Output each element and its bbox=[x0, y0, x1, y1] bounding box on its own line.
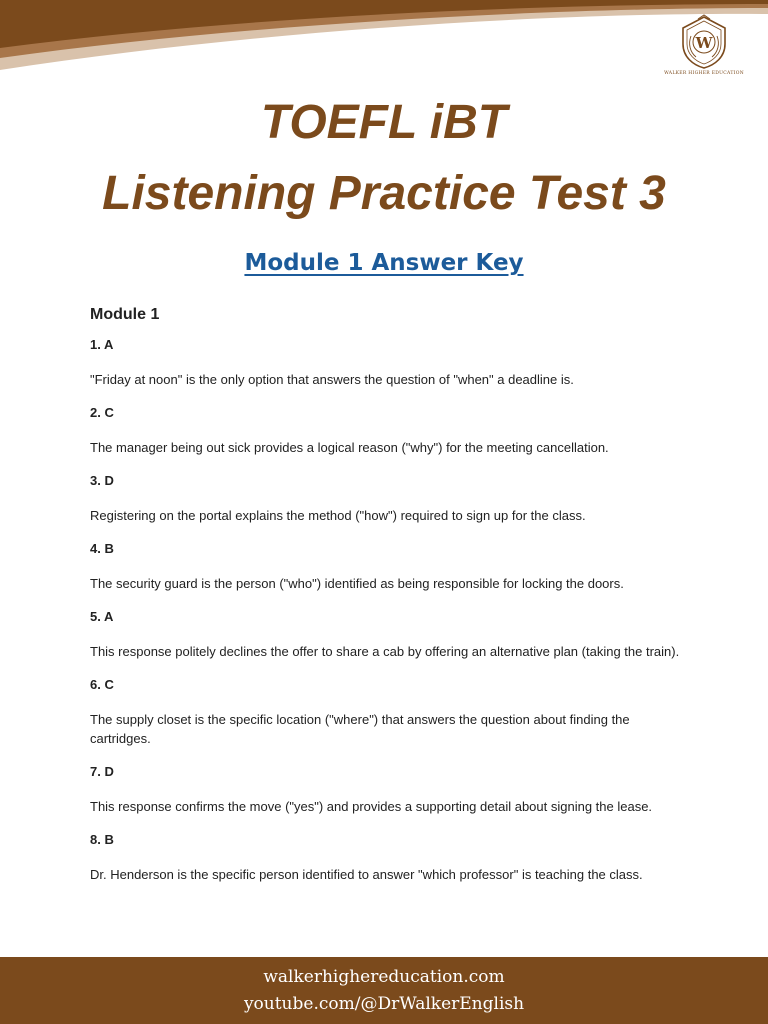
question-item bbox=[90, 610, 690, 661]
question-number: 6. C bbox=[90, 676, 114, 692]
question-item bbox=[90, 406, 690, 457]
question-item bbox=[90, 474, 690, 525]
question-item bbox=[90, 678, 690, 748]
youtube-link[interactable]: youtube.com/@DrWalkerEnglish bbox=[243, 994, 525, 1014]
question-explanation: This response politely declines the offer to share a cab by offering an alternative plan (taking the train). bbox=[90, 643, 680, 659]
answer-list bbox=[90, 306, 690, 901]
question-explanation: Registering on the portal explains the method ("how") required to sign up for the class. bbox=[90, 507, 586, 523]
logo-caption: WALKER HIGHER EDUCATION bbox=[664, 71, 744, 76]
question-explanation: The manager being out sick provides a logical reason ("why") for the meeting cancellation. bbox=[90, 439, 609, 455]
brand-logo bbox=[662, 14, 746, 84]
question-number: 3. D bbox=[90, 472, 114, 488]
question-number: 8. B bbox=[90, 831, 114, 847]
question-explanation: The supply closet is the specific location ("where") that answers the question about finding the cartridges. bbox=[90, 711, 630, 746]
section-heading: Module 1 bbox=[90, 306, 160, 323]
page-footer bbox=[0, 957, 768, 1024]
question-number: 5. A bbox=[90, 608, 114, 624]
question-number: 2. C bbox=[90, 404, 114, 420]
page-title-line2: Listening Practice Test 3 bbox=[102, 167, 666, 220]
website-link[interactable]: walkerhighereducation.com bbox=[263, 967, 505, 987]
question-item bbox=[90, 338, 690, 389]
question-explanation: This response confirms the move ("yes") and provides a supporting detail about signing the lease. bbox=[90, 798, 653, 814]
svg-text:W: W bbox=[695, 34, 713, 52]
question-number: 7. D bbox=[90, 763, 114, 779]
question-item bbox=[90, 833, 690, 884]
question-number: 4. B bbox=[90, 540, 114, 556]
page-title-line1: TOEFL iBT bbox=[260, 96, 508, 149]
header-band bbox=[0, 0, 768, 90]
crest-icon bbox=[678, 14, 730, 70]
question-item bbox=[90, 765, 690, 816]
answer-key-subtitle: Module 1 Answer Key bbox=[244, 250, 524, 276]
question-explanation: The security guard is the person ("who") identified as being responsible for locking the doors. bbox=[90, 575, 624, 591]
question-item bbox=[90, 542, 690, 593]
question-number: 1. A bbox=[90, 337, 114, 352]
question-explanation: Dr. Henderson is the specific person identified to answer "which professor" is teaching the class. bbox=[90, 866, 643, 882]
question-explanation: "Friday at noon" is the only option that answers the question of "when" a deadline is. bbox=[90, 371, 574, 387]
